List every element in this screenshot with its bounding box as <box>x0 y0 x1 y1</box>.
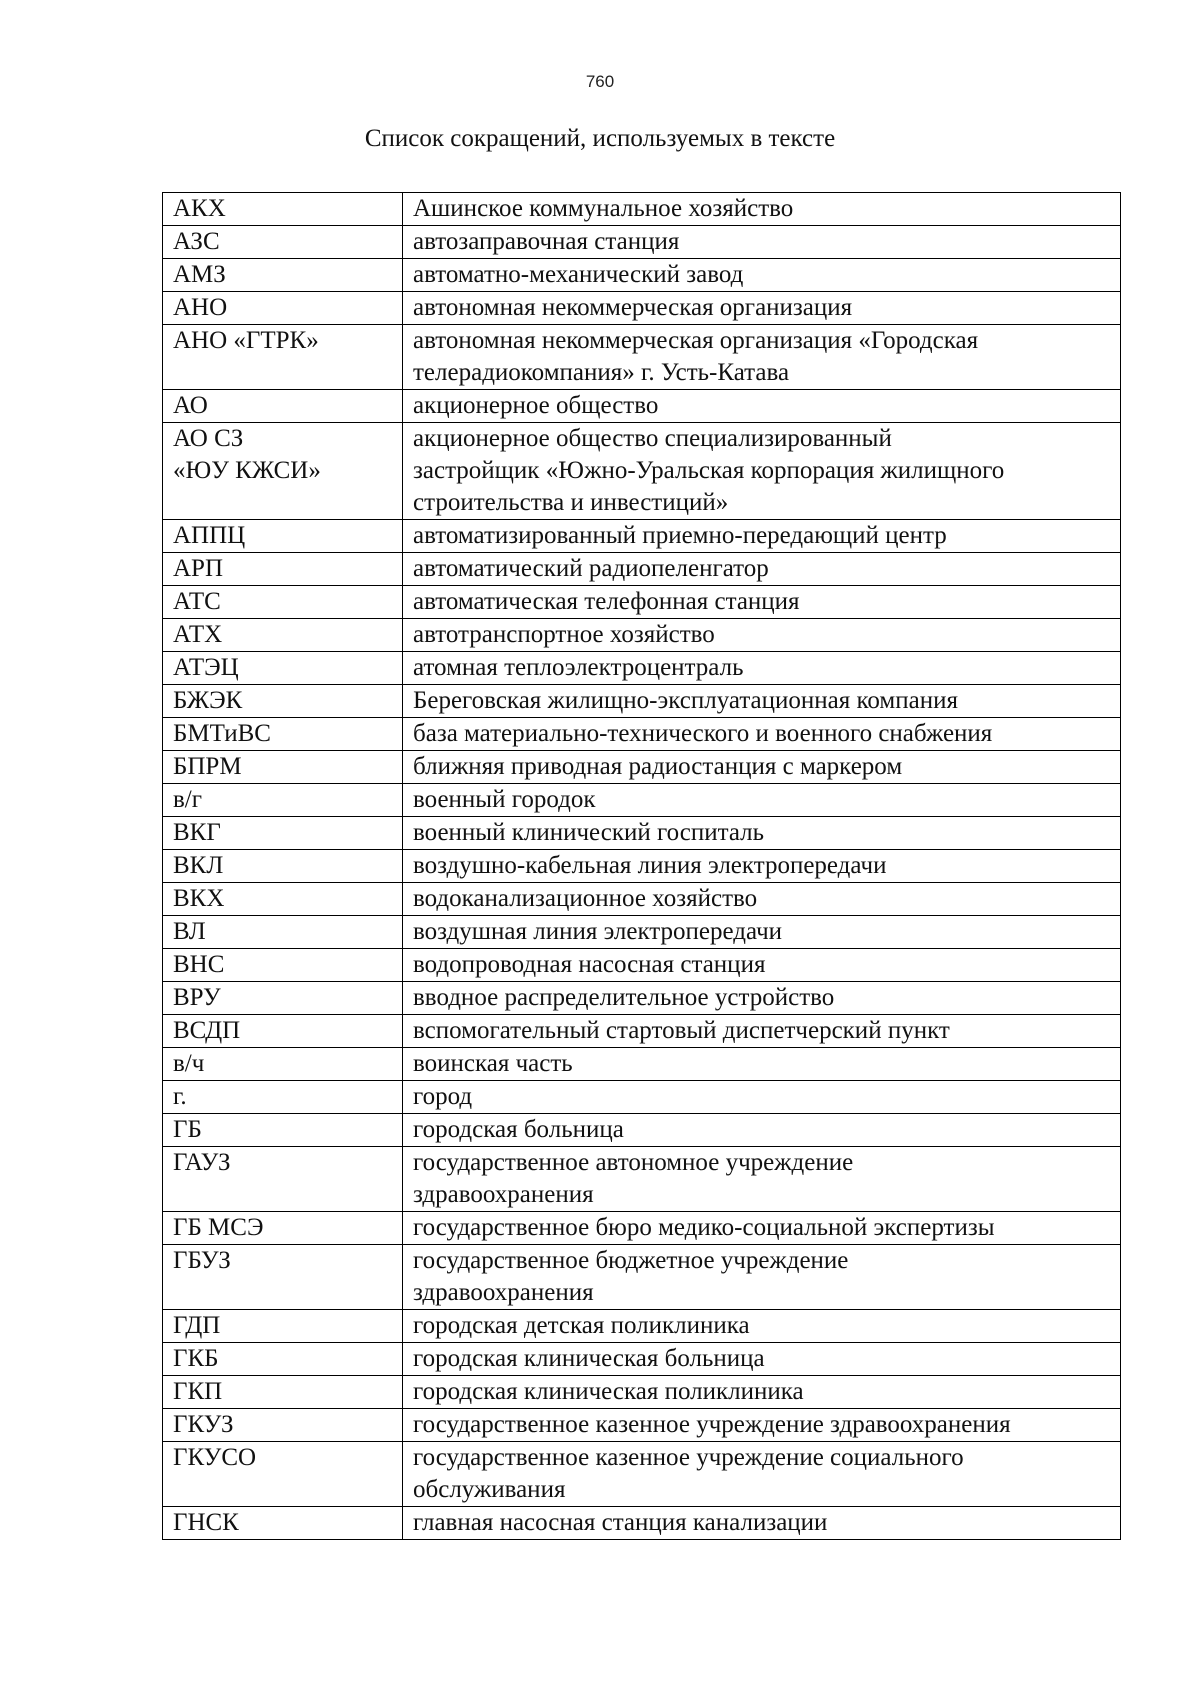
table-row <box>163 1409 1121 1442</box>
definition-cell: государственное казенное учреждение социального обслуживания <box>403 1442 1121 1507</box>
abbreviation-cell: ГКП <box>163 1376 403 1409</box>
table-row <box>163 619 1121 652</box>
definition-cell: государственное казенное учреждение здравоохранения <box>403 1409 1121 1442</box>
abbreviation-cell: в/г <box>163 784 403 817</box>
definition-cell: автотранспортное хозяйство <box>403 619 1121 652</box>
definition-cell: водопроводная насосная станция <box>403 949 1121 982</box>
definition-cell: автоматно-механический завод <box>403 259 1121 292</box>
abbreviation-cell: БМТиВС <box>163 718 403 751</box>
abbreviation-cell: ВЛ <box>163 916 403 949</box>
table-row <box>163 850 1121 883</box>
abbreviation-cell: ГКБ <box>163 1343 403 1376</box>
table-row <box>163 1114 1121 1147</box>
table-row <box>163 652 1121 685</box>
page-title: Список сокращений, используемых в тексте <box>364 125 836 152</box>
table-row <box>163 1212 1121 1245</box>
definition-cell: воинская часть <box>403 1048 1121 1081</box>
definition-cell: воздушно-кабельная линия электропередачи <box>403 850 1121 883</box>
abbreviation-cell: г. <box>163 1081 403 1114</box>
definition-cell: главная насосная станция канализации <box>403 1507 1121 1540</box>
abbreviations-table-body <box>163 193 1121 1540</box>
definition-cell: государственное бюджетное учреждение здравоохранения <box>403 1245 1121 1310</box>
table-row <box>163 685 1121 718</box>
definition-cell: автоматический радиопеленгатор <box>403 553 1121 586</box>
definition-cell: государственное автономное учреждение здравоохранения <box>403 1147 1121 1212</box>
abbreviation-cell: АРП <box>163 553 403 586</box>
abbreviation-cell: ГНСК <box>163 1507 403 1540</box>
table-row <box>163 553 1121 586</box>
definition-cell: городская клиническая больница <box>403 1343 1121 1376</box>
abbreviation-cell: ГКУЗ <box>163 1409 403 1442</box>
table-row <box>163 949 1121 982</box>
definition-cell: Ашинское коммунальное хозяйство <box>403 193 1121 226</box>
definition-cell: автозаправочная станция <box>403 226 1121 259</box>
definition-cell: ближняя приводная радиостанция с маркером <box>403 751 1121 784</box>
table-row <box>163 784 1121 817</box>
definition-cell: автономная некоммерческая организация «Городская телерадиокомпания» г. Усть-Катава <box>403 325 1121 390</box>
abbreviation-cell: АНО «ГТРК» <box>163 325 403 390</box>
abbreviation-cell: ВНС <box>163 949 403 982</box>
table-row <box>163 1310 1121 1343</box>
table-row <box>163 817 1121 850</box>
table-row <box>163 1245 1121 1310</box>
abbreviation-cell: АМЗ <box>163 259 403 292</box>
abbreviation-cell: АО <box>163 390 403 423</box>
abbreviation-cell: АТС <box>163 586 403 619</box>
table-row <box>163 916 1121 949</box>
definition-cell: городская клиническая поликлиника <box>403 1376 1121 1409</box>
abbreviation-cell: ВКЛ <box>163 850 403 883</box>
definition-cell: акционерное общество специализированный застройщик «Южно-Уральская корпорация жилищного строительства и инвестиций» <box>403 423 1121 520</box>
abbreviation-cell: БЖЭК <box>163 685 403 718</box>
table-row <box>163 1442 1121 1507</box>
definition-cell: военный клинический госпиталь <box>403 817 1121 850</box>
table-row <box>163 259 1121 292</box>
definition-cell: город <box>403 1081 1121 1114</box>
table-row <box>163 1507 1121 1540</box>
abbreviation-cell: ГБУЗ <box>163 1245 403 1310</box>
abbreviation-cell: АКХ <box>163 193 403 226</box>
table-row <box>163 1376 1121 1409</box>
definition-cell: Береговская жилищно-эксплуатационная компания <box>403 685 1121 718</box>
table-row <box>163 226 1121 259</box>
abbreviation-cell: АТЭЦ <box>163 652 403 685</box>
table-row <box>163 982 1121 1015</box>
definition-cell: база материально-технического и военного снабжения <box>403 718 1121 751</box>
abbreviation-cell: ГАУЗ <box>163 1147 403 1212</box>
definition-cell: воздушная линия электропередачи <box>403 916 1121 949</box>
table-row <box>163 1147 1121 1212</box>
page-number: 760 <box>585 72 615 91</box>
definition-cell: акционерное общество <box>403 390 1121 423</box>
abbreviation-cell: ГКУСО <box>163 1442 403 1507</box>
definition-cell: вводное распределительное устройство <box>403 982 1121 1015</box>
abbreviation-cell: ГБ МСЭ <box>163 1212 403 1245</box>
table-row <box>163 390 1121 423</box>
abbreviation-cell: АЗС <box>163 226 403 259</box>
definition-cell: вспомогательный стартовый диспетчерский пункт <box>403 1015 1121 1048</box>
table-row <box>163 292 1121 325</box>
definition-cell: автоматизированный приемно-передающий центр <box>403 520 1121 553</box>
abbreviation-cell: ГБ <box>163 1114 403 1147</box>
definition-cell: городская детская поликлиника <box>403 1310 1121 1343</box>
definition-cell: военный городок <box>403 784 1121 817</box>
table-row <box>163 1081 1121 1114</box>
table-row <box>163 1343 1121 1376</box>
abbreviation-cell: ВКГ <box>163 817 403 850</box>
abbreviation-cell: ВРУ <box>163 982 403 1015</box>
abbreviation-cell: АППЦ <box>163 520 403 553</box>
definition-cell: водоканализационное хозяйство <box>403 883 1121 916</box>
abbreviation-cell: АНО <box>163 292 403 325</box>
abbreviation-cell: ГДП <box>163 1310 403 1343</box>
table-row <box>163 718 1121 751</box>
table-row <box>163 423 1121 520</box>
definition-cell: государственное бюро медико-социальной экспертизы <box>403 1212 1121 1245</box>
table-row <box>163 193 1121 226</box>
abbreviation-cell: АТХ <box>163 619 403 652</box>
abbreviations-table <box>162 192 1121 1540</box>
abbreviation-cell: БПРМ <box>163 751 403 784</box>
definition-cell: автоматическая телефонная станция <box>403 586 1121 619</box>
definition-cell: автономная некоммерческая организация <box>403 292 1121 325</box>
table-row <box>163 1015 1121 1048</box>
table-row <box>163 520 1121 553</box>
abbreviation-cell: АО СЗ «ЮУ КЖСИ» <box>163 423 403 520</box>
table-row <box>163 883 1121 916</box>
abbreviation-cell: в/ч <box>163 1048 403 1081</box>
table-row <box>163 586 1121 619</box>
abbreviation-cell: ВСДП <box>163 1015 403 1048</box>
definition-cell: атомная теплоэлектроцентраль <box>403 652 1121 685</box>
table-row <box>163 1048 1121 1081</box>
definition-cell: городская больница <box>403 1114 1121 1147</box>
table-row <box>163 325 1121 390</box>
abbreviation-cell: ВКХ <box>163 883 403 916</box>
table-row <box>163 751 1121 784</box>
